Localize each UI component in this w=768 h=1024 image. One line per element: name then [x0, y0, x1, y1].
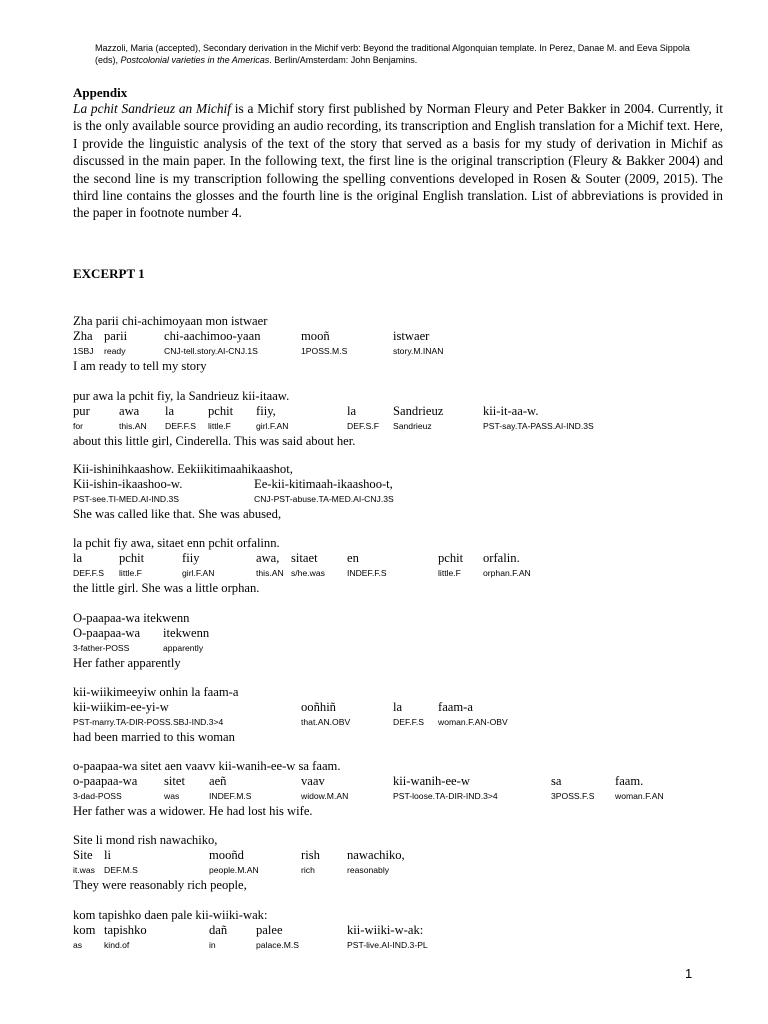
- english-translation: about this little girl, Cinderella. This was said about her.: [73, 434, 356, 448]
- gloss-item: rich: [301, 865, 315, 875]
- gloss-item: ready: [104, 346, 126, 356]
- original-transcription: kii-wiikimeeyiw onhin la faam-a: [73, 685, 239, 699]
- gloss-item: little.F: [438, 568, 461, 578]
- morpheme-word: itekwenn: [163, 626, 210, 640]
- gloss-item: for: [73, 421, 84, 431]
- morpheme-word: orfalin.: [483, 551, 520, 565]
- morpheme-word: Ee-kii-kitimaah-ikaashoo-t,: [254, 477, 393, 491]
- citation-part2: . Berlin/Amsterdam: John Benjamins.: [269, 55, 418, 65]
- original-transcription: o-paapaa-wa sitet aen vaavv kii-wanih-ee-w sa faam.: [73, 759, 341, 773]
- morpheme-word: faam.: [615, 774, 644, 788]
- morpheme-word: awa: [119, 404, 140, 418]
- english-translation: had been married to this woman: [73, 730, 235, 744]
- gloss-item: DEF.M.S: [104, 865, 138, 875]
- morpheme-word: fiiy: [182, 551, 200, 565]
- morpheme-word: la: [347, 404, 357, 418]
- citation-header: [95, 42, 695, 66]
- gloss-block: [73, 685, 713, 745]
- morpheme-word: Site: [73, 848, 93, 862]
- gloss-row: [73, 419, 713, 434]
- modern-transcription-row: [73, 404, 713, 419]
- morpheme-word: O-paapaa-wa: [73, 626, 141, 640]
- morpheme-word: pur: [73, 404, 90, 418]
- gloss-item: woman.F.AN: [615, 791, 664, 801]
- gloss-row: [73, 566, 713, 581]
- gloss-item: people.M.AN: [209, 865, 259, 875]
- english-translation: Her father was a widower. He had lost his wife.: [73, 804, 313, 818]
- gloss-item: story.M.INAN: [393, 346, 444, 356]
- morpheme-word: o-paapaa-wa: [73, 774, 138, 788]
- gloss-item: DEF.F.S: [165, 421, 197, 431]
- modern-transcription-row: [73, 923, 713, 938]
- gloss-item: in: [209, 940, 216, 950]
- modern-transcription-row: [73, 329, 713, 344]
- citation-italic: Postcolonial varieties in the Americas: [120, 55, 270, 65]
- morpheme-word: faam-a: [438, 700, 473, 714]
- morpheme-word: aeñ: [209, 774, 227, 788]
- english-translation: They were reasonably rich people,: [73, 878, 247, 892]
- excerpt-title: EXCERPT 1: [73, 266, 145, 281]
- modern-transcription-row: [73, 848, 713, 863]
- gloss-row: [73, 641, 713, 656]
- morpheme-word: palee: [256, 923, 283, 937]
- gloss-item: it.was: [73, 865, 95, 875]
- gloss-item: PST-see.TI-MED.AI-IND.3S: [73, 494, 180, 504]
- morpheme-word: sitet: [164, 774, 185, 788]
- page-number: 1: [685, 966, 693, 981]
- gloss-block: [73, 462, 713, 522]
- original-transcription: kom tapishko daen pale kii-wiiki-wak:: [73, 908, 268, 922]
- morpheme-word: istwaer: [393, 329, 430, 343]
- gloss-item: s/he.was: [291, 568, 325, 578]
- gloss-item: reasonably: [347, 865, 390, 875]
- original-transcription: pur awa la pchit fiy, la Sandrieuz kii-itaaw.: [73, 389, 290, 403]
- morpheme-word: pchit: [119, 551, 145, 565]
- gloss-item: Sandrieuz: [393, 421, 432, 431]
- gloss-item: as: [73, 940, 83, 950]
- morpheme-word: kii-wanih-ee-w: [393, 774, 470, 788]
- morpheme-word: nawachiko,: [347, 848, 405, 862]
- gloss-block: [73, 759, 713, 819]
- morpheme-word: pchit: [438, 551, 464, 565]
- original-transcription: Kii-ishinihkaashow. Eekiikitimaahikaashot,: [73, 462, 293, 476]
- gloss-item: that.AN.OBV: [301, 717, 351, 727]
- gloss-item: PST-live.AI-IND.3-PL: [347, 940, 428, 950]
- english-translation: I am ready to tell my story: [73, 359, 207, 373]
- original-transcription: Zha parii chi-achimoyaan mon istwaer: [73, 314, 268, 328]
- gloss-item: PST-say.TA-PASS.AI-IND.3S: [483, 421, 594, 431]
- gloss-item: this.AN: [256, 568, 284, 578]
- modern-transcription-row: [73, 551, 713, 566]
- morpheme-word: la: [165, 404, 175, 418]
- morpheme-word: ooñhiñ: [301, 700, 336, 714]
- modern-transcription-row: [73, 626, 713, 641]
- gloss-item: kind.of: [104, 940, 130, 950]
- gloss-block: [73, 611, 713, 671]
- gloss-item: girl.F.AN: [182, 568, 215, 578]
- gloss-item: little.F: [119, 568, 142, 578]
- morpheme-word: chi-aachimoo-yaan: [164, 329, 261, 343]
- citation-part1: Mazzoli, Maria (accepted), Secondary derivation in the Michif verb: Beyond the traditional Algonquian template. In Perez, Danae M. and Eeva Sippola (eds),: [95, 43, 690, 65]
- morpheme-word: Zha: [73, 329, 93, 343]
- modern-transcription-row: [73, 700, 713, 715]
- gloss-item: CNJ-PST-abuse.TA-MED.AI-CNJ.3S: [254, 494, 394, 504]
- morpheme-word: tapishko: [104, 923, 147, 937]
- gloss-item: DEF.S.F: [347, 421, 379, 431]
- morpheme-word: vaav: [301, 774, 325, 788]
- gloss-block: [73, 833, 713, 893]
- story-title: La pchit Sandrieuz an Michif: [73, 101, 232, 116]
- gloss-item: INDEF.M.S: [209, 791, 252, 801]
- gloss-row: [73, 938, 713, 953]
- morpheme-word: mooñd: [209, 848, 244, 862]
- morpheme-word: sa: [551, 774, 562, 788]
- gloss-block: [73, 536, 713, 596]
- original-transcription: O-paapaa-wa itekwenn: [73, 611, 190, 625]
- morpheme-word: fiiy,: [256, 404, 276, 418]
- gloss-item: 1POSS.M.S: [301, 346, 348, 356]
- gloss-item: 3-father-POSS: [73, 643, 130, 653]
- morpheme-word: mooñ: [301, 329, 330, 343]
- gloss-item: INDEF.F.S: [347, 568, 387, 578]
- morpheme-word: parii: [104, 329, 128, 343]
- gloss-item: apparently: [163, 643, 204, 653]
- gloss-block: [73, 314, 713, 374]
- morpheme-word: awa,: [256, 551, 280, 565]
- intro-text: is a Michif story first published by Norman Fleury and Peter Bakker in 2004. Currently, it is the only available source providing an audio recording, its transcription and English translation for a Michif text. Here, I provide the linguistic analysis of the text of the story that served as a basis for my study of derivation in Michif as discussed in the main paper. In the following text, the first line is the original transcription (Fleury & Bakker 2004) and the second line is my transcription following the spelling conventions developed in Rosen & Souter (2009, 2015). The third line contains the glosses and the fourth line is the original English translation. List of abbreviations is provided in the paper in footnote number 4.: [73, 101, 724, 221]
- morpheme-word: en: [347, 551, 359, 565]
- morpheme-word: rish: [301, 848, 320, 862]
- gloss-item: orphan.F.AN: [483, 568, 531, 578]
- gloss-item: little.F: [208, 421, 231, 431]
- morpheme-word: la: [393, 700, 403, 714]
- gloss-block: [73, 389, 713, 449]
- morpheme-word: kii-wiikim-ee-yi-w: [73, 700, 169, 714]
- gloss-block: [73, 908, 713, 953]
- modern-transcription-row: [73, 774, 713, 789]
- morpheme-word: kom: [73, 923, 96, 937]
- original-transcription: la pchit fiy awa, sitaet enn pchit orfalinn.: [73, 536, 280, 550]
- english-translation: She was called like that. She was abused,: [73, 507, 282, 521]
- gloss-item: palace.M.S: [256, 940, 299, 950]
- morpheme-word: dañ: [209, 923, 228, 937]
- gloss-item: PST-loose.TA-DIR-IND.3>4: [393, 791, 498, 801]
- morpheme-word: li: [104, 848, 111, 862]
- gloss-item: CNJ-tell.story.AI-CNJ.1S: [164, 346, 258, 356]
- morpheme-word: kii-it-aa-w.: [483, 404, 539, 418]
- morpheme-word: Sandrieuz: [393, 404, 444, 418]
- morpheme-word: kii-wiiki-w-ak:: [347, 923, 424, 937]
- gloss-item: was: [164, 791, 180, 801]
- english-translation: Her father apparently: [73, 656, 181, 670]
- gloss-row: [73, 344, 713, 359]
- gloss-item: widow.M.AN: [301, 791, 349, 801]
- english-translation: the little girl. She was a little orphan.: [73, 581, 260, 595]
- gloss-item: 3POSS.F.S: [551, 791, 595, 801]
- gloss-item: woman.F.AN-OBV: [438, 717, 508, 727]
- morpheme-word: Kii-ishin-ikaashoo-w.: [73, 477, 183, 491]
- gloss-item: this.AN: [119, 421, 147, 431]
- gloss-item: DEF.F.S: [393, 717, 425, 727]
- gloss-item: DEF.F.S: [73, 568, 105, 578]
- gloss-row: [73, 863, 713, 878]
- gloss-item: PST-marry.TA-DIR-POSS.SBJ-IND.3>4: [73, 717, 224, 727]
- gloss-item: girl.F.AN: [256, 421, 289, 431]
- gloss-row: [73, 789, 713, 804]
- intro-paragraph: [73, 100, 723, 222]
- original-transcription: Site li mond rish nawachiko,: [73, 833, 218, 847]
- morpheme-word: pchit: [208, 404, 234, 418]
- gloss-row: [73, 715, 713, 730]
- morpheme-word: la: [73, 551, 83, 565]
- gloss-item: 1SBJ: [73, 346, 94, 356]
- appendix-title: Appendix: [73, 85, 128, 100]
- morpheme-word: sitaet: [291, 551, 318, 565]
- modern-transcription-row: [73, 477, 713, 492]
- gloss-row: [73, 492, 713, 507]
- gloss-item: 3-dad-POSS: [73, 791, 122, 801]
